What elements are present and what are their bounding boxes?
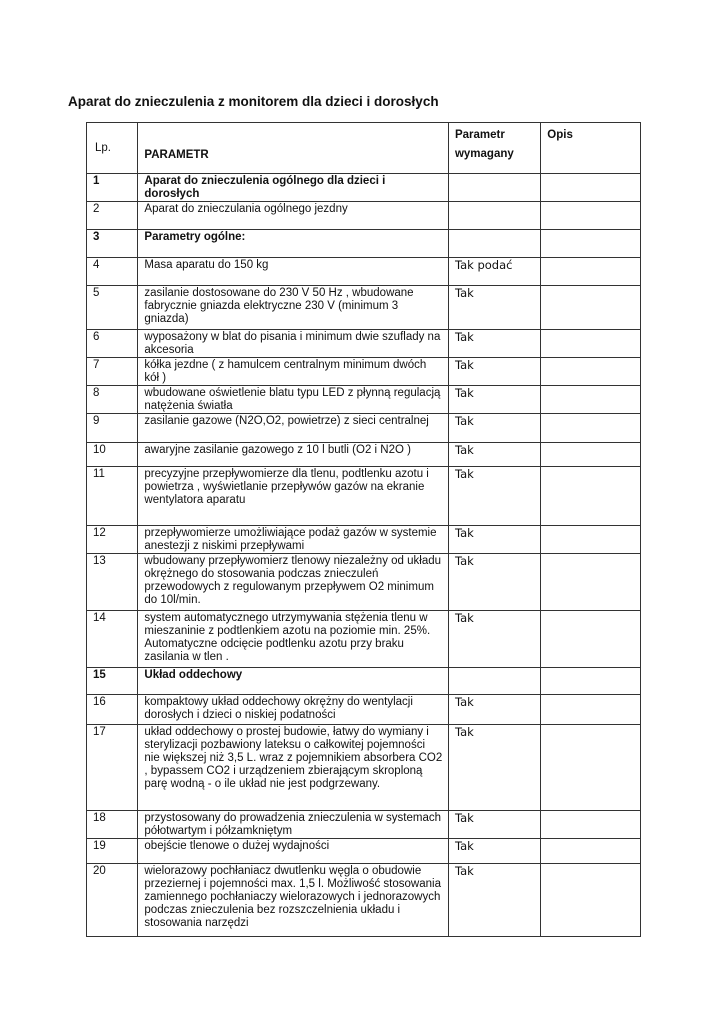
row-opis — [541, 286, 641, 330]
row-parameter: kompaktowy układ oddechowy okrężny do wentylacji dorosłych i dzieci o niskiej podatności — [138, 695, 449, 725]
table-row — [87, 358, 641, 386]
row-required: Tak — [448, 725, 540, 811]
row-parameter: przepływomierze umożliwiające podaż gazów w systemie anestezji z niskimi przepływami — [138, 526, 449, 554]
row-lp: 9 — [87, 414, 138, 443]
table-row — [87, 174, 641, 202]
row-required: Tak — [448, 864, 540, 937]
table-row — [87, 725, 641, 811]
row-opis — [541, 330, 641, 358]
row-opis — [541, 839, 641, 864]
table-header-row — [87, 123, 641, 174]
row-required — [448, 202, 540, 230]
row-required: Tak — [448, 695, 540, 725]
row-lp: 5 — [87, 286, 138, 330]
row-lp: 16 — [87, 695, 138, 725]
row-parameter: wbudowany przepływomierz tlenowy niezależny od układu okrężnego do stosowania podczas znieczuleń przewodowych z regulowanym przepływem O2 minimum do 10l/min. — [138, 554, 449, 611]
row-required: Tak — [448, 611, 540, 668]
row-opis — [541, 174, 641, 202]
row-lp: 12 — [87, 526, 138, 554]
table-row — [87, 839, 641, 864]
table-row — [87, 443, 641, 467]
row-required: Tak — [448, 330, 540, 358]
document-title: Aparat do znieczulenia z monitorem dla dzieci i dorosłych — [68, 94, 439, 109]
row-lp: 7 — [87, 358, 138, 386]
table-row — [87, 467, 641, 526]
header-lp: Lp. — [87, 123, 138, 174]
row-lp: 14 — [87, 611, 138, 668]
row-opis — [541, 202, 641, 230]
row-lp: 10 — [87, 443, 138, 467]
table-row — [87, 554, 641, 611]
row-parameter: zasilanie dostosowane do 230 V 50 Hz , wbudowane fabrycznie gniazda elektryczne 230 V (minimum 3 gniazda) — [138, 286, 449, 330]
row-opis — [541, 467, 641, 526]
row-required: Tak — [448, 811, 540, 839]
row-required: Tak — [448, 554, 540, 611]
row-opis — [541, 258, 641, 286]
header-parametr: PARAMETR — [138, 123, 449, 174]
row-lp: 13 — [87, 554, 138, 611]
row-lp: 6 — [87, 330, 138, 358]
row-parameter: Układ oddechowy — [138, 668, 449, 695]
row-required: Tak — [448, 526, 540, 554]
row-opis — [541, 695, 641, 725]
row-opis — [541, 230, 641, 258]
table-row — [87, 811, 641, 839]
row-opis — [541, 526, 641, 554]
row-required: Tak — [448, 386, 540, 414]
table-row — [87, 611, 641, 668]
row-opis — [541, 668, 641, 695]
row-required — [448, 668, 540, 695]
row-parameter: system automatycznego utrzymywania stężenia tlenu w mieszaninie z podtlenkiem azotu na poziomie min. 25%. Automatyczne odcięcie podtlenku azotu przy braku zasilania w tlen . — [138, 611, 449, 668]
header-opis: Opis — [541, 123, 641, 174]
table-row — [87, 258, 641, 286]
row-parameter: Aparat do znieczulania ogólnego jezdny — [138, 202, 449, 230]
row-lp: 8 — [87, 386, 138, 414]
row-opis — [541, 811, 641, 839]
table-row — [87, 386, 641, 414]
row-lp: 3 — [87, 230, 138, 258]
row-required: Tak podać — [448, 258, 540, 286]
specification-table — [86, 122, 641, 937]
table-row — [87, 695, 641, 725]
row-lp: 4 — [87, 258, 138, 286]
table-row — [87, 668, 641, 695]
row-required: Tak — [448, 358, 540, 386]
row-lp: 18 — [87, 811, 138, 839]
row-parameter: kółka jezdne ( z hamulcem centralnym minimum dwóch kół ) — [138, 358, 449, 386]
row-opis — [541, 414, 641, 443]
row-opis — [541, 864, 641, 937]
row-lp: 2 — [87, 202, 138, 230]
row-opis — [541, 358, 641, 386]
table-row — [87, 414, 641, 443]
row-parameter: awaryjne zasilanie gazowego z 10 l butli (O2 i N2O ) — [138, 443, 449, 467]
row-required: Tak — [448, 467, 540, 526]
row-opis — [541, 443, 641, 467]
row-opis — [541, 386, 641, 414]
row-parameter: Parametry ogólne: — [138, 230, 449, 258]
row-lp: 11 — [87, 467, 138, 526]
row-parameter: Aparat do znieczulenia ogólnego dla dzieci i dorosłych — [138, 174, 449, 202]
row-parameter: wbudowane oświetlenie blatu typu LED z płynną regulacją natężenia światła — [138, 386, 449, 414]
row-opis — [541, 554, 641, 611]
table-row — [87, 202, 641, 230]
row-parameter: wyposażony w blat do pisania i minimum dwie szuflady na akcesoria — [138, 330, 449, 358]
table-row — [87, 286, 641, 330]
row-lp: 20 — [87, 864, 138, 937]
row-opis — [541, 725, 641, 811]
row-parameter: Masa aparatu do 150 kg — [138, 258, 449, 286]
row-lp: 1 — [87, 174, 138, 202]
row-required: Tak — [448, 839, 540, 864]
table-row — [87, 526, 641, 554]
row-lp: 15 — [87, 668, 138, 695]
table-row — [87, 330, 641, 358]
row-required: Tak — [448, 443, 540, 467]
row-parameter: zasilanie gazowe (N2O,O2, powietrze) z sieci centralnej — [138, 414, 449, 443]
row-parameter: obejście tlenowe o dużej wydajności — [138, 839, 449, 864]
row-required — [448, 230, 540, 258]
row-required — [448, 174, 540, 202]
table-row — [87, 864, 641, 937]
row-opis — [541, 611, 641, 668]
row-required: Tak — [448, 286, 540, 330]
table-row — [87, 230, 641, 258]
row-required: Tak — [448, 414, 540, 443]
row-parameter: przystosowany do prowadzenia znieczulenia w systemach półotwartym i półzamkniętym — [138, 811, 449, 839]
row-parameter: układ oddechowy o prostej budowie, łatwy do wymiany i sterylizacji pozbawiony lateksu o całkowitej pojemności nie większej niż 3,5 L. wraz z pojemnikiem absorbera CO2 , bypassem CO2 i urządzeniem zbierającym skroploną parę wodną - o ile układ nie jest podgrzewany. — [138, 725, 449, 811]
row-lp: 17 — [87, 725, 138, 811]
row-parameter: wielorazowy pochłaniacz dwutlenku węgla o obudowie przeziernej i pojemności max. 1,5 l. Możliwość stosowania zamiennego pochłaniaczy wielorazowych i jednorazowych podczas znieczulenia bez rozszczelnienia układu i stosowania narzędzi — [138, 864, 449, 937]
row-parameter: precyzyjne przepływomierze dla tlenu, podtlenku azotu i powietrza , wyświetlanie przepływów gazów na ekranie wentylatora aparatu — [138, 467, 449, 526]
header-parametr-wymagany: Parametr wymagany — [448, 123, 540, 174]
row-lp: 19 — [87, 839, 138, 864]
